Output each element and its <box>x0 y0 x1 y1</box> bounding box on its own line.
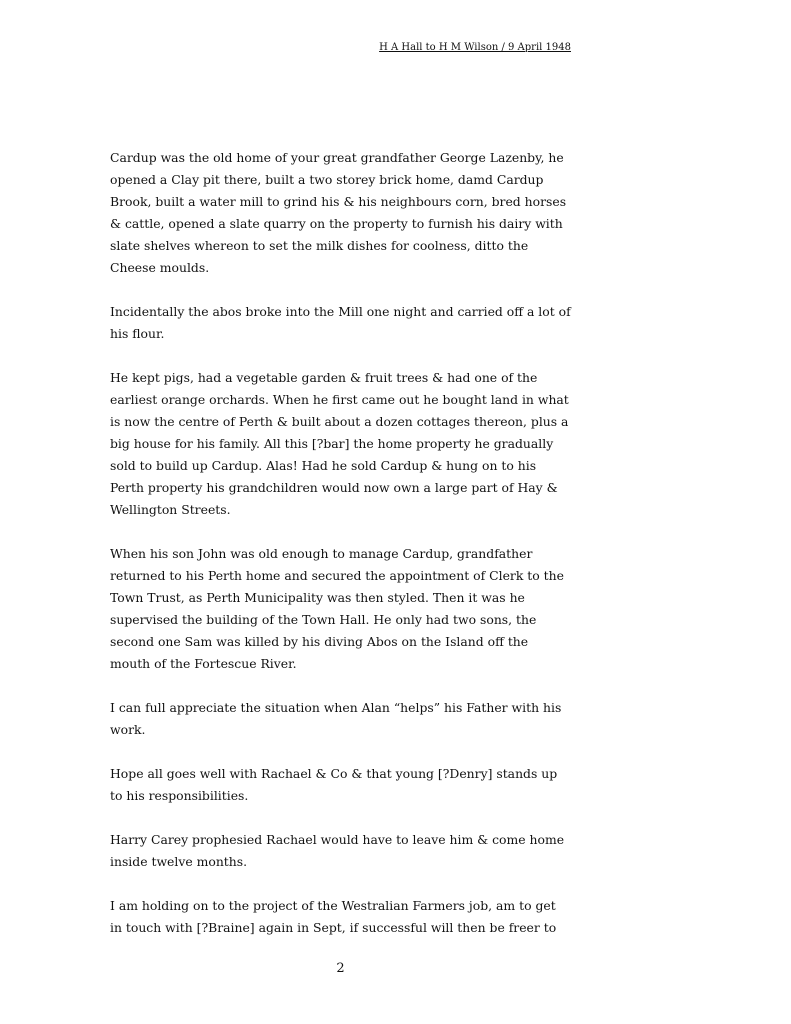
running-header: H A Hall to H M Wilson / 9 April 1948 <box>379 42 571 53</box>
paragraph: He kept pigs, had a vegetable garden & fruit trees & had one of the earliest orange orchards. When he first came out he bought land in what is now the centre of Perth & built about a dozen cottages thereon, plus a big house for his family. All this [?bar] the home property he gradually sold to build up Cardup. Alas! Had he sold Cardup & hung on to his Perth property his grandchildren would now own a large part of Hay & Wellington Streets. <box>110 370 569 517</box>
paragraph: Cardup was the old home of your great grandfather George Lazenby, he opened a Clay pit there, built a two storey brick home, damd Cardup Brook, built a water mill to grind his & his neighbours corn, bred horses & cattle, opened a slate quarry on the property to furnish his dairy with slate shelves whereon to set the milk dishes for coolness, ditto the Cheese moulds. <box>110 150 567 275</box>
letter-body <box>110 147 575 961</box>
paragraph: I can full appreciate the situation when Alan “helps” his Father with his work. <box>110 700 562 737</box>
paragraph: I am holding on to the project of the Westralian Farmers job, am to get in touch with [?Braine] again in Sept, if successful will then be freer to <box>110 898 557 935</box>
paragraph: Hope all goes well with Rachael & Co & that young [?Denry] stands up to his responsibilities. <box>110 766 558 803</box>
paragraph: Incidentally the abos broke into the Mill one night and carried off a lot of his flour. <box>110 304 571 341</box>
page-number: 2 <box>336 961 345 976</box>
paragraph: Harry Carey prophesied Rachael would have to leave him & come home inside twelve months. <box>110 832 565 869</box>
paragraph: When his son John was old enough to manage Cardup, grandfather returned to his Perth home and secured the appointment of Clerk to the Town Trust, as Perth Municipality was then styled. Then it was he supervised the building of the Town Hall. He only had two sons, the second one Sam was killed by his diving Abos on the Island off the mouth of the Fortescue River. <box>110 546 564 671</box>
